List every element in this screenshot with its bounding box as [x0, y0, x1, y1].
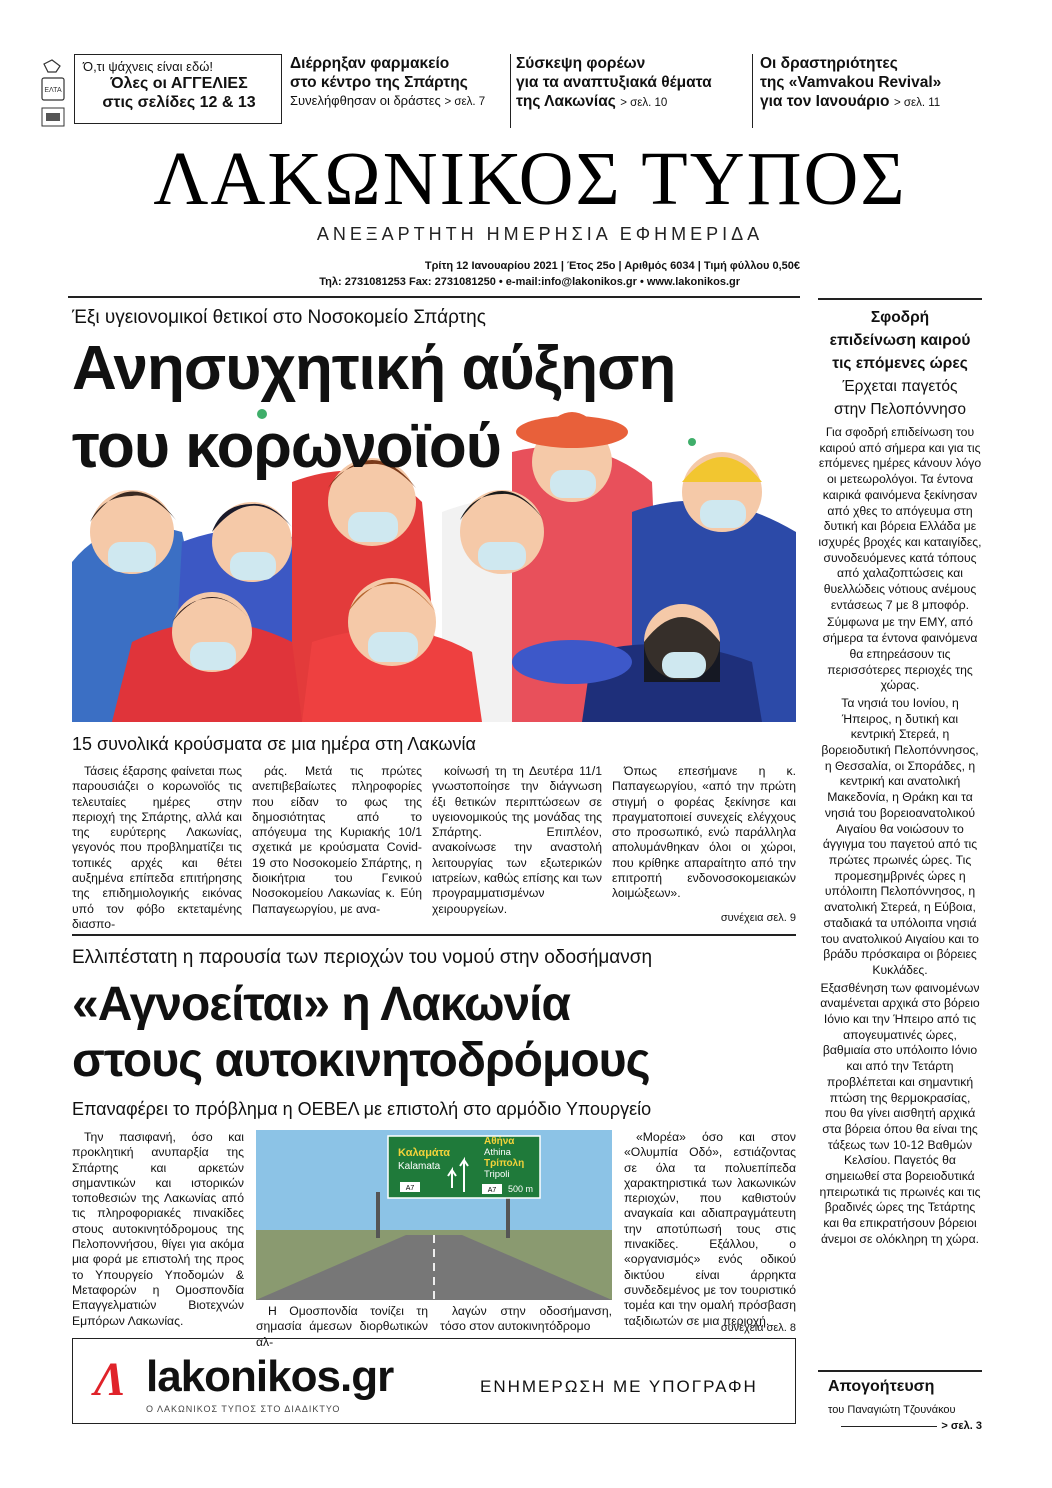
teaser-headline: Σύσκεψη φορέων — [516, 55, 646, 72]
contact-line: Τηλ: 2731081253 Fax: 2731081250 • e-mail:info@lakonikos.gr • www.lakonikos.gr — [319, 276, 740, 288]
teaser-headline: για τα αναπτυξιακά θέματα — [516, 74, 712, 91]
newspaper-title: ΛΑΚΩΝΙΚΟΣ ΤΥΠΟΣ — [153, 137, 907, 221]
sidebar-body — [818, 425, 982, 1248]
second-story-col-4: «Μορέα» όσο και στον «Ολυμπία Οδό», εστιάζοντας σε όλα τα πολυεπίπεδα χαρακτηριστικά των λακωνικών περιοχών, που καθιστούν αναγκαία και αδιαπραγμάτευτη την αποτύπωσή τους στις πινακίδες. Εξάλλου, ο «οργανισμός» ενός οδικού δικτύου είναι άρρηκτα συνδεδεμένος με τον τουριστικό τομέα και την ομαλή πρόσβαση ταξιδιωτών σε μια περιοχή. — [624, 1130, 796, 1328]
photo-caption: 15 συνολικά κρούσματα σε μια ημέρα στη Λακωνία — [72, 734, 476, 754]
sign-left-gr: Καλαμάτα — [398, 1147, 451, 1159]
svg-text:ΕΛΤΑ: ΕΛΤΑ — [44, 87, 62, 94]
teaser-headline: Οι δραστηριότητες — [760, 55, 898, 72]
website-tagline: Ο ΛΑΚΩΝΙΚΟΣ ΤΥΠΟΣ ΣΤΟ ΔΙΑΔΙΚΤΥΟ — [146, 1404, 341, 1414]
teaser-headline: της «Vamvakou Revival» — [760, 74, 942, 91]
main-story-col-3: κοίνωσή τη τη Δευτέρα 11/1 γνωστοποίησε την διάγνωση έξι θετικών περιπτώσεων σε υγειονομικούς της μονάδας της Σπάρτης. Επιπλέον, ανακοίνωσε την αναστολή λειτουργίας των εξωτερικών ιατρείων, καθώς επίσης και των προγραμματισμένων χειρουργείων. — [432, 764, 603, 916]
second-story-col-3: λαγών στην οδοσήμανση, τόσο στον αυτοκινητόδρομο — [440, 1304, 612, 1334]
teaser-headline-row: για τον Ιανουάριο > σελ. 11 — [760, 93, 941, 110]
main-headline: Ανησυχητική αύξηση — [72, 334, 676, 403]
main-story-col-2: ράς. Μετά τις πρώτες ανεπιβεβαίωτες πληροφορίες που είδαν το φως της δημοσιότητας από το απόγευμα της Κυριακής 10/1 σχετικά με κρούσματα Covid-19 στο Νοσοκομείο Σπάρτης, η διοικήτρια του Γενικού Νοσοκομείου Λακωνίας κ. Εύη Παπαγεωργίου, με ανα- — [252, 764, 422, 916]
sidebar-paragraph: Για σφοδρή επιδείνωση του καιρού από σήμερα και για τις επόμενες ημέρες κάνουν λόγο οι μετεωρολόγοι. Τα έντονα καιρικά φαινόμενα ξεκίνησαν από χθες το απόγευμα στη δυτική και βόρεια Ελλάδα με ισχυρές βροχές και καταιγίδες, συνοδευόμενες κατά τόπους από χαλαζοπτώσεις και θυελλώδεις νότιους ανέμους εντάσεως 7 με 8 μποφόρ. — [818, 425, 982, 612]
teaser-divider — [752, 54, 753, 128]
second-headline: στους αυτοκινητοδρόμους — [72, 1034, 650, 1087]
second-story-deck: Επαναφέρει το πρόβλημα η ΟΕΒΕΛ με επιστολή στο αρμόδιο Υπουργείο — [72, 1099, 652, 1119]
sidebar-paragraph: Τα νησιά του Ιονίου, η Ήπειρος, η δυτική και κεντρική Στερεά, η βορειοδυτική Πελοπόννησος, η Θεσσαλία, οι Σποράδες, η κεντρική και ανατολική Μακεδονία, η Θράκη και τα νησιά του βορειοανατολικού Αιγαίου θα νοιώσουν το άγγιγμα του παγετού από τις πρώτες πρωινές ώρες. Τις προμεσημβρινές ώρες η υπόλοιπη Πελοπόννησος, η ανατολική Στερεά, η Εύβοια, σταδιακά τα υπόλοιπα νησιά του ανατολικού Αιγαίου και το βράδυ πρόσκαιρα οι βόρειες Κυκλάδες. — [821, 695, 979, 977]
sidebar-headline: Σφοδρή — [870, 309, 930, 326]
website-logo-text: lakonikos.gr — [146, 1352, 394, 1401]
promo-line-2: Όλες οι ΑΓΓΕΛΙΕΣ — [110, 75, 248, 92]
sign-road-number: A7 — [487, 1187, 497, 1194]
stamp-icon — [38, 58, 68, 132]
promo-line-3: στις σελίδες 12 & 13 — [102, 94, 256, 111]
highway-sign-photo — [256, 1130, 612, 1300]
weather-sidebar — [818, 300, 982, 1250]
teaser-headline: Διέρρηξαν φαρμακείο — [290, 55, 450, 72]
teaser-page-ref: > σελ. 11 — [893, 97, 941, 109]
sign-right-gr-1: Αθήνα — [484, 1136, 515, 1147]
postal-stamp — [38, 58, 68, 132]
sign-road-number: A7 — [405, 1185, 415, 1192]
opinion-teaser-ref[interactable]: > σελ. 3 — [828, 1420, 982, 1432]
masthead-rule — [68, 296, 800, 298]
main-story-col-1: Τάσεις έξαρσης φαίνεται πως παρουσιάζει ο κορωνοϊός τις τελευταίες ημέρες στην περιοχή της Σπάρτης, αλλά και της ευρύτερης Λακωνίας, γεγονός που προβληματίζει τις τοπικές αρχές και θέτει αυξημένα επίπεδα επιτήρησης της επιδημιολογικής εικόνας υπό τον φόβο εκτεταμένης διασπο- — [72, 764, 242, 931]
newspaper-subtitle: ΑΝΕΞΑΡΤΗΤΗ ΗΜΕΡΗΣΙΑ ΕΦΗΜΕΡΙΔΑ — [316, 224, 764, 244]
lakonikos-logo-mark-icon: Λ — [94, 1353, 127, 1406]
teaser-divider — [510, 54, 511, 128]
sign-distance: 500 m — [508, 1184, 534, 1194]
opinion-teaser-author: του Παναγιώτη Τζουνάκου — [828, 1404, 956, 1416]
sidebar-headline: επιδείνωση καιρού — [829, 332, 971, 349]
teaser-page-ref: > σελ. 10 — [620, 97, 668, 109]
main-story-col-4: Όπως επεσήμανε η κ. Παπαγεωργίου, «από την πρώτη στιγμή ο φορέας ξεκίνησε και πραγματοποιεί συνεχείς ελέγχους στο προσωπικό, ενώ παράλληλα απολυμάνθηκαν όλοι οι χώροι, που κρίθηκε απαραίτητο από την επιτροπή ενδονοσοκομειακών λοιμώξεων». — [612, 764, 796, 901]
sign-right-en-1: Athina — [484, 1147, 511, 1158]
sidebar-rule — [818, 1370, 982, 1372]
sidebar-subhead: Έρχεται παγετός — [842, 378, 958, 395]
sidebar-headline: τις επόμενες ώρες — [832, 355, 968, 372]
story-divider — [72, 934, 796, 936]
sign-left-en: Kalamata — [398, 1161, 441, 1172]
sidebar-paragraph: Σύμφωνα με την ΕΜΥ, από σήμερα τα έντονα φαινόμενα θα επηρεάσουν τις περισσότερες περιοχές της χώρας. — [822, 615, 978, 693]
teaser-headline: στο κέντρο της Σπάρτης — [290, 74, 468, 91]
main-headline: του κορωνοϊού — [72, 412, 501, 481]
sidebar-subhead: στην Πελοπόννησο — [833, 401, 966, 418]
promo-line-1: Ό,τι ψάχνεις είναι εδώ! — [83, 59, 213, 74]
second-story-col-2: Η Ομοσπονδία τονίζει τη σημασία άμεσων διορθωτικών αλ- — [256, 1304, 428, 1349]
main-story-kicker: Έξι υγειονομικοί θετικοί στο Νοσοκομείο Σπάρτης — [72, 307, 486, 328]
sign-right-en-2: Tripoli — [484, 1169, 510, 1180]
banner-slogan: ΕΝΗΜΕΡΩΣΗ ΜΕ ΥΠΟΓΡΑΦΗ — [480, 1377, 758, 1396]
issue-line: Τρίτη 12 Ιανουαρίου 2021 | Έτος 25ο | Αριθμός 6034 | Τιμή φύλλου 0,50€ — [424, 260, 800, 272]
continued-ref[interactable]: συνέχεια σελ. 9 — [720, 912, 796, 924]
second-headline: «Αγνοείται» η Λακωνία — [72, 978, 571, 1031]
teaser-sub: Συνελήφθησαν οι δράστες > σελ. 7 — [290, 93, 486, 108]
teaser-meeting[interactable] — [516, 54, 748, 112]
second-story-col-1: Την πασιφανή, όσο και προκλητική ανυπαρξία της Σπάρτης και αρκετών σημαντικών και ιστορικών τοποθεσιών της Λακωνίας από τις πληροφοριακές πινακίδες στους αυτοκινητόδρομους της Πελοποννήσου, θίγει για ακόμα μια φορά με επιστολή της προς το Υπουργείο Υποδομών & Μεταφορών η Ομοσπονδία Επαγγελματιών Βιοτεχνών Εμπόρων Λακωνίας. — [72, 1130, 244, 1328]
teaser-page-ref: > σελ. 7 — [444, 96, 486, 108]
second-story-kicker: Ελλιπέστατη η παρουσία των περιοχών του νομού στην οδοσήμανση — [72, 947, 653, 968]
classifieds-promo-box[interactable] — [74, 54, 282, 124]
teaser-vamvakou[interactable] — [760, 54, 990, 112]
sidebar-paragraph: Εξασθένηση των φαινομένων αναμένεται αρχικά στο βόρειο Ιόνιο και την Ήπειρο από τις απογευματινές ώρες, βαθμιαία στο υπόλοιπο Ιόνιο και από την Τετάρτη προβλέπεται και σημαντική πτώση της θερμοκρασίας, που θα γίνει αισθητή αρχικά στα βόρεια όπου θα είναι της τάξεως των 10-12 Βαθμών Κελσίου. Παγετός θα σημειωθεί στα βορειοδυτικά ηπειρωτικά τις πρωινές και τις βραδινές ώρες της Τετάρτης και θα επικρατήσουν βόρειοι άνεμοι σε ολόκληρη τη χώρα. — [819, 980, 981, 1246]
continued-ref[interactable]: συνέχεια σελ. 8 — [720, 1322, 796, 1334]
teaser-headline-row: της Λακωνίας > σελ. 10 — [516, 93, 668, 110]
sign-right-gr-2: Τρίπολη — [484, 1158, 525, 1169]
opinion-teaser-title[interactable]: Απογοήτευση — [828, 1378, 935, 1395]
teaser-pharmacy[interactable] — [290, 54, 504, 111]
